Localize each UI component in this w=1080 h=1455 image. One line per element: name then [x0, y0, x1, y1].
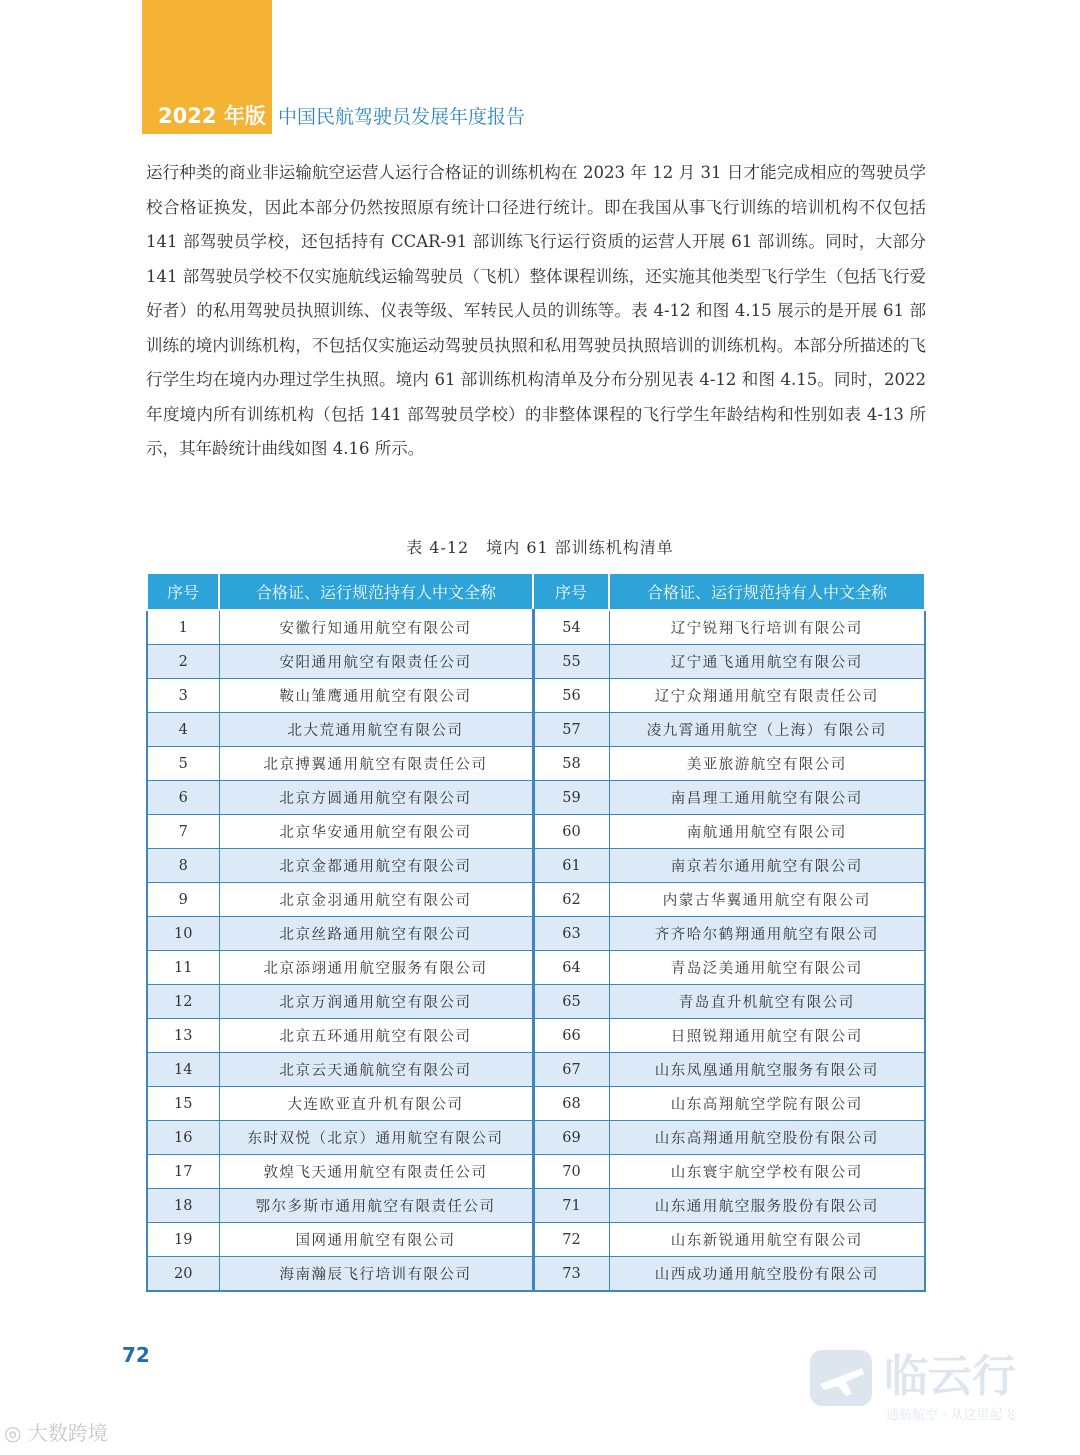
row-name-right: 山西成功通用航空股份有限公司 — [609, 1257, 925, 1292]
row-name-right: 辽宁通飞通用航空有限公司 — [609, 645, 925, 679]
row-name-left: 北京方圆通用航空有限公司 — [219, 781, 533, 815]
row-name-right: 美亚旅游航空有限公司 — [609, 747, 925, 781]
row-name-left: 北京云天通航航空有限公司 — [219, 1053, 533, 1087]
watermark-left — [4, 1417, 108, 1446]
row-no-left: 18 — [147, 1189, 219, 1223]
row-name-right: 南航通用航空有限公司 — [609, 815, 925, 849]
row-name-left: 敦煌飞天通用航空有限责任公司 — [219, 1155, 533, 1189]
row-name-left: 安阳通用航空有限责任公司 — [219, 645, 533, 679]
row-no-left: 7 — [147, 815, 219, 849]
table-row — [147, 1189, 925, 1223]
header-no-left: 序号 — [147, 573, 219, 610]
watermark-left-text: 大数跨境 — [27, 1421, 108, 1445]
row-name-right: 日照锐翔通用航空有限公司 — [609, 1019, 925, 1053]
row-no-left: 13 — [147, 1019, 219, 1053]
row-no-left: 17 — [147, 1155, 219, 1189]
row-name-right: 山东新锐通用航空有限公司 — [609, 1223, 925, 1257]
row-no-right: 72 — [533, 1223, 609, 1257]
row-no-left: 16 — [147, 1121, 219, 1155]
row-name-left: 北京五环通用航空有限公司 — [219, 1019, 533, 1053]
row-name-right: 齐齐哈尔鹤翔通用航空有限公司 — [609, 917, 925, 951]
table-header-row — [147, 573, 925, 610]
row-name-left: 北大荒通用航空有限公司 — [219, 713, 533, 747]
row-no-right: 61 — [533, 849, 609, 883]
row-no-left: 10 — [147, 917, 219, 951]
row-no-left: 4 — [147, 713, 219, 747]
airplane-logo-icon — [806, 1342, 878, 1422]
table-row — [147, 815, 925, 849]
row-name-left: 北京添翊通用航空服务有限公司 — [219, 951, 533, 985]
row-no-left: 6 — [147, 781, 219, 815]
row-no-right: 60 — [533, 815, 609, 849]
header-name-left: 合格证、运行规范持有人中文全称 — [219, 573, 533, 610]
row-no-left: 11 — [147, 951, 219, 985]
row-name-right: 南昌理工通用航空有限公司 — [609, 781, 925, 815]
row-name-left: 北京丝路通用航空有限公司 — [219, 917, 533, 951]
table-row — [147, 645, 925, 679]
table-row — [147, 883, 925, 917]
row-no-right: 54 — [533, 610, 609, 645]
row-name-right: 山东凤凰通用航空服务有限公司 — [609, 1053, 925, 1087]
row-name-right: 山东高翔航空学院有限公司 — [609, 1087, 925, 1121]
row-name-left: 海南瀚辰飞行培训有限公司 — [219, 1257, 533, 1292]
row-name-right: 凌九霄通用航空（上海）有限公司 — [609, 713, 925, 747]
row-name-right: 青岛直升机航空有限公司 — [609, 985, 925, 1019]
table-row — [147, 781, 925, 815]
row-no-left: 1 — [147, 610, 219, 645]
row-name-left: 北京金都通用航空有限公司 — [219, 849, 533, 883]
row-no-right: 68 — [533, 1087, 609, 1121]
watermark-right — [806, 1336, 1056, 1431]
row-no-left: 12 — [147, 985, 219, 1019]
row-no-right: 57 — [533, 713, 609, 747]
table-row — [147, 713, 925, 747]
header-name-right: 合格证、运行规范持有人中文全称 — [609, 573, 925, 610]
table-row — [147, 985, 925, 1019]
row-name-left: 大连欧亚直升机有限公司 — [219, 1087, 533, 1121]
body-paragraph: 运行种类的商业非运输航空运营人运行合格证的训练机构在 2023 年 12 月 31 日才能完成相应的驾驶员学校合格证换发，因此本部分仍然按照原有统计口径进行统计。即在我国从事飞行训练的培训机构不仅包括 141 部驾驶员学校，还包括持有 CCAR-91 部训练飞行运行资质的运营人开展 61 部训练。同时，大部分 141 部驾驶员学校不仅实施航线运输驾驶员（飞机）整体课程训练，还实施其他类型飞行学生（包括飞行爱好者）的私用驾驶员执照训练、仪表等级、军转民人员的训练等。表 4-12 和图 4.15 展示的是开展 61 部训练的境内训练机构，不包括仅实施运动驾驶员执照和私用驾驶员执照培训的训练机构。本部分所描述的飞行学生均在境内办理过学生执照。境内 61 部训练机构清单及分布分别见表 4-12 和图 4.15。同时，2022 年度境内所有训练机构（包括 141 部驾驶员学校）的非整体课程的飞行学生年龄结构和性别如表 4-13 所示，其年龄统计曲线如图 4.16 所示。 — [146, 163, 926, 458]
report-edition-year: 2022 年版 — [158, 104, 266, 128]
table-row — [147, 1087, 925, 1121]
table-row — [147, 917, 925, 951]
row-no-right: 64 — [533, 951, 609, 985]
row-no-right: 70 — [533, 1155, 609, 1189]
row-no-right: 58 — [533, 747, 609, 781]
row-no-left: 9 — [147, 883, 219, 917]
header-no-right: 序号 — [533, 573, 609, 610]
row-name-right: 南京若尔通用航空有限公司 — [609, 849, 925, 883]
row-name-left: 东时双悦（北京）通用航空有限公司 — [219, 1121, 533, 1155]
row-no-right: 69 — [533, 1121, 609, 1155]
table-row — [147, 1019, 925, 1053]
row-name-right: 辽宁众翔通用航空有限责任公司 — [609, 679, 925, 713]
row-no-right: 62 — [533, 883, 609, 917]
table-caption: 表 4-12 境内 61 部训练机构清单 — [406, 538, 674, 557]
row-no-right: 67 — [533, 1053, 609, 1087]
row-no-right: 66 — [533, 1019, 609, 1053]
table-row — [147, 610, 925, 645]
table-row — [147, 679, 925, 713]
training-org-table — [146, 572, 926, 1292]
row-name-left: 国网通用航空有限公司 — [219, 1223, 533, 1257]
row-no-right: 56 — [533, 679, 609, 713]
row-name-right: 山东高翔通用航空股份有限公司 — [609, 1121, 925, 1155]
row-no-right: 71 — [533, 1189, 609, 1223]
row-no-left: 14 — [147, 1053, 219, 1087]
row-name-left: 鄂尔多斯市通用航空有限责任公司 — [219, 1189, 533, 1223]
row-no-left: 5 — [147, 747, 219, 781]
row-no-left: 8 — [147, 849, 219, 883]
row-no-left: 20 — [147, 1257, 219, 1292]
table-row — [147, 1155, 925, 1189]
row-no-left: 15 — [147, 1087, 219, 1121]
row-name-left: 北京万润通用航空有限公司 — [219, 985, 533, 1019]
table-row — [147, 747, 925, 781]
watermark-right-subtitle: 通航航空 · 从这里起飞 — [886, 1408, 1016, 1423]
row-name-left: 北京搏翼通用航空有限责任公司 — [219, 747, 533, 781]
table-row — [147, 1223, 925, 1257]
table-row — [147, 849, 925, 883]
row-no-right: 59 — [533, 781, 609, 815]
row-name-right: 内蒙古华翼通用航空有限公司 — [609, 883, 925, 917]
row-no-right: 55 — [533, 645, 609, 679]
table-row — [147, 1121, 925, 1155]
row-no-left: 19 — [147, 1223, 219, 1257]
row-no-left: 2 — [147, 645, 219, 679]
table-row — [147, 1053, 925, 1087]
row-name-left: 鞍山雏鹰通用航空有限公司 — [219, 679, 533, 713]
row-no-right: 73 — [533, 1257, 609, 1292]
table-row — [147, 951, 925, 985]
report-title: 中国民航驾驶员发展年度报告 — [278, 106, 526, 128]
row-name-left: 安徽行知通用航空有限公司 — [219, 610, 533, 645]
page-number: 72 — [122, 1343, 150, 1367]
row-name-right: 山东寰宇航空学校有限公司 — [609, 1155, 925, 1189]
row-name-left: 北京金羽通用航空有限公司 — [219, 883, 533, 917]
watermark-logo-icon: ◎ — [4, 1421, 28, 1445]
watermark-right-title: 临云行 — [884, 1351, 1016, 1402]
row-no-right: 65 — [533, 985, 609, 1019]
row-no-left: 3 — [147, 679, 219, 713]
row-name-right: 山东通用航空服务股份有限公司 — [609, 1189, 925, 1223]
table-row — [147, 1257, 925, 1292]
row-name-right: 辽宁锐翔飞行培训有限公司 — [609, 610, 925, 645]
row-name-right: 青岛泛美通用航空有限公司 — [609, 951, 925, 985]
row-no-right: 63 — [533, 917, 609, 951]
row-name-left: 北京华安通用航空有限公司 — [219, 815, 533, 849]
